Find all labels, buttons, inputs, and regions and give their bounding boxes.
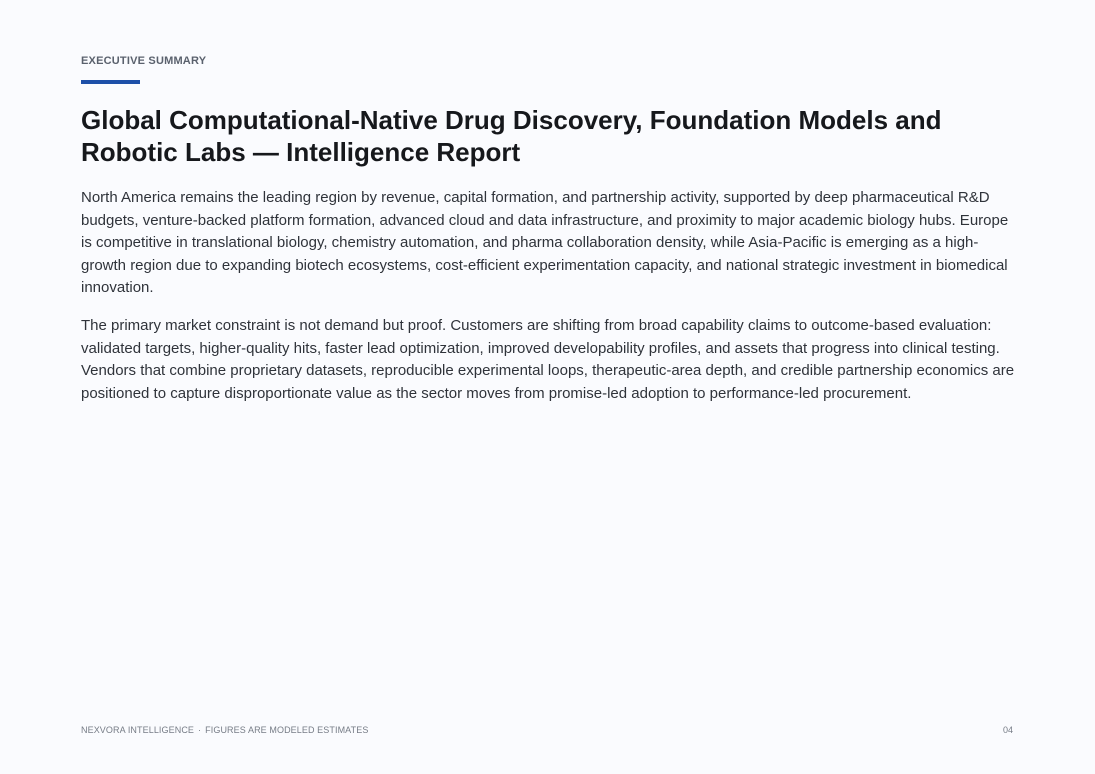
- footer-brand: NEXVORA INTELLIGENCE: [81, 725, 195, 735]
- summary-paragraph-1: North America remains the leading region by revenue, capital formation, and partnership activity, supported by deep pharmaceutical R&D budgets, venture-backed platform formation, advanced cloud and data infrastructure, and proximity to major academic biology hubs. Europe is competitive in translational biology, chemistry automation, and pharma collaboration density, while Asia-Pacific is emerging as a high-growth region due to expanding biotech ecosystems, cost-efficient experimentation capacity, and national strategic investment in biomedical innovation.: [81, 189, 1009, 297]
- accent-bar: [81, 80, 140, 84]
- report-page: [81, 0, 1021, 774]
- section-eyebrow: EXECUTIVE SUMMARY: [81, 55, 207, 67]
- page-number: 04: [1002, 725, 1013, 735]
- footer-note: FIGURES ARE MODELED ESTIMATES: [205, 725, 369, 735]
- summary-body: [81, 187, 1016, 420]
- footer-separator: ·: [198, 725, 202, 735]
- summary-paragraph-2: The primary market constraint is not demand but proof. Customers are shifting from broad capability claims to outcome-based evaluation: validated targets, higher-quality hits, faster lead optimization, improved developability profiles, and assets that progress into clinical testing. Vendors that combine proprietary datasets, reproducible experimental loops, therapeutic-area depth, and credible partnership economics are positioned to capture disproportionate value as the sector moves from promise-led adoption to performance-led procurement.: [81, 316, 1015, 402]
- footer-credit: [81, 725, 368, 735]
- page-title: Global Computational-Native Drug Discovery, Foundation Models and Robotic Labs — Intelligence Report: [81, 105, 942, 167]
